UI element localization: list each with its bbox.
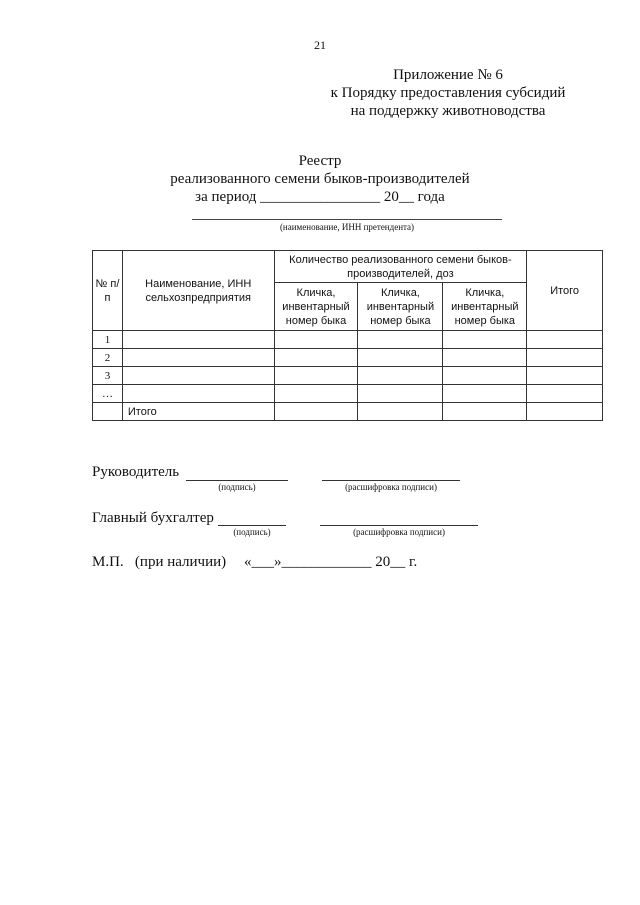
header-total: Итого xyxy=(527,251,603,331)
header-quantity-group: Количество реализованного семени быков-производителей, доз xyxy=(274,251,527,283)
cell[interactable] xyxy=(527,367,603,385)
table-total-row xyxy=(93,403,603,421)
cell[interactable] xyxy=(122,331,274,349)
registry-table xyxy=(92,250,603,421)
date-field[interactable]: «___»____________ 20__ г. xyxy=(244,554,418,570)
cell[interactable] xyxy=(527,385,603,403)
row-number: 2 xyxy=(93,349,123,367)
table-row xyxy=(93,367,603,385)
cell[interactable] xyxy=(527,349,603,367)
document-title xyxy=(0,152,640,206)
accountant-decode-caption: (расшифровка подписи) xyxy=(353,527,445,537)
accountant-signature-block xyxy=(92,510,214,527)
table-row xyxy=(93,331,603,349)
appendix-line-3: на поддержку животноводства xyxy=(350,103,546,119)
head-sign-line[interactable] xyxy=(186,466,288,481)
header-enterprise: Наименование, ИНН сельхозпредприятия xyxy=(122,251,274,331)
cell[interactable] xyxy=(358,385,443,403)
appendix-header xyxy=(308,66,588,120)
cell[interactable] xyxy=(274,349,358,367)
row-number: … xyxy=(93,385,123,403)
cell[interactable] xyxy=(358,367,443,385)
cell[interactable] xyxy=(527,403,603,421)
cell[interactable] xyxy=(443,331,527,349)
row-number: 1 xyxy=(93,331,123,349)
page-number: 21 xyxy=(314,38,326,52)
cell[interactable] xyxy=(274,331,358,349)
header-number: № п/п xyxy=(93,251,123,331)
accountant-decode-line[interactable] xyxy=(320,511,478,526)
header-bull-2: Кличка, инвентарный номер быка xyxy=(358,283,443,331)
header-bull-1: Кличка, инвентарный номер быка xyxy=(274,283,358,331)
accountant-label: Главный бухгалтер xyxy=(92,510,214,526)
cell[interactable] xyxy=(122,367,274,385)
cell[interactable] xyxy=(358,349,443,367)
table-row xyxy=(93,385,603,403)
stamp-label: М.П. (при наличии) xyxy=(92,554,227,570)
head-decode-line[interactable] xyxy=(322,466,460,481)
total-label: Итого xyxy=(122,403,274,421)
head-decode-caption: (расшифровка подписи) xyxy=(345,482,437,492)
head-label: Руководитель xyxy=(92,464,180,480)
cell xyxy=(93,403,123,421)
title-line-2: реализованного семени быков-производителей xyxy=(170,171,470,187)
head-signature-block xyxy=(92,464,179,481)
appendix-line-2: к Порядку предоставления субсидий xyxy=(330,85,566,101)
cell[interactable] xyxy=(274,403,358,421)
cell[interactable] xyxy=(358,403,443,421)
cell[interactable] xyxy=(122,385,274,403)
cell[interactable] xyxy=(358,331,443,349)
cell[interactable] xyxy=(443,403,527,421)
cell[interactable] xyxy=(527,331,603,349)
header-bull-3: Кличка, инвентарный номер быка xyxy=(443,283,527,331)
accountant-sign-line[interactable] xyxy=(218,511,286,526)
cell[interactable] xyxy=(443,349,527,367)
cell[interactable] xyxy=(122,349,274,367)
accountant-sign-caption: (подпись) xyxy=(233,527,271,537)
table-row xyxy=(93,349,603,367)
applicant-name-caption: (наименование, ИНН претендента) xyxy=(279,222,415,232)
title-line-1: Реестр xyxy=(298,153,342,169)
cell[interactable] xyxy=(443,385,527,403)
head-sign-caption: (подпись) xyxy=(218,482,256,492)
appendix-line-1: Приложение № 6 xyxy=(393,67,503,83)
row-number: 3 xyxy=(93,367,123,385)
applicant-name-line xyxy=(192,219,502,220)
title-line-3: за период ________________ 20__ года xyxy=(195,189,445,205)
cell[interactable] xyxy=(443,367,527,385)
cell[interactable] xyxy=(274,367,358,385)
cell[interactable] xyxy=(274,385,358,403)
